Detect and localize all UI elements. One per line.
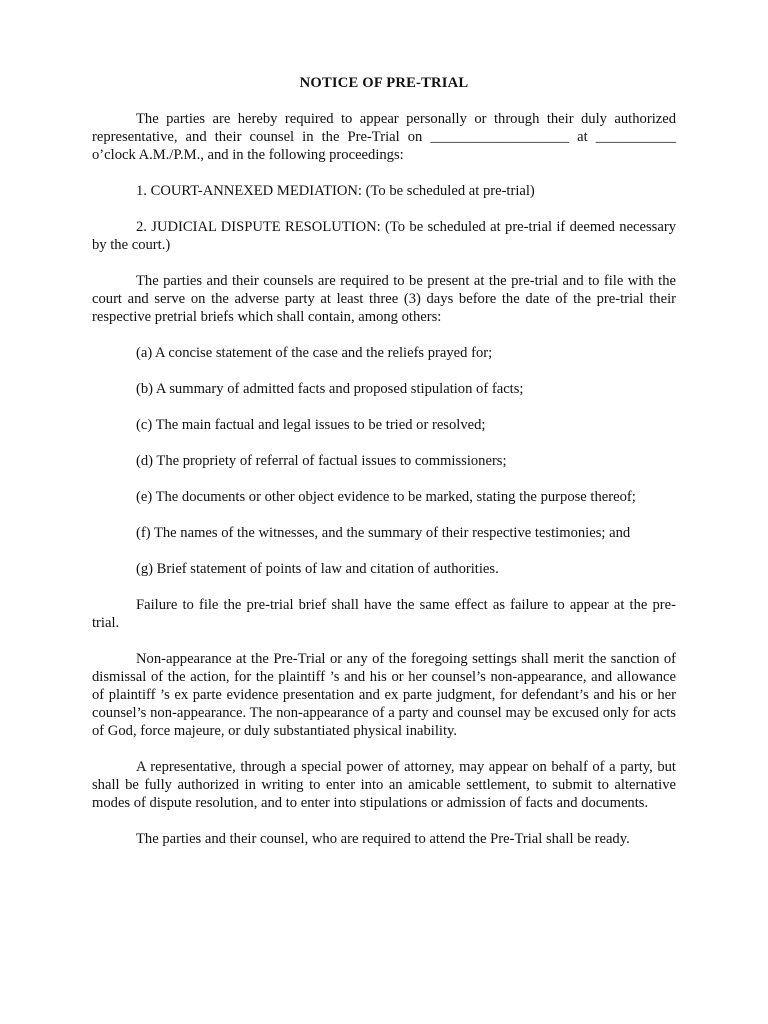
numbered-item-jdr: 2. JUDICIAL DISPUTE RESOLUTION: (To be scheduled at pre-trial if deemed necessary by the court.) <box>92 219 676 253</box>
brief-paragraph: The parties and their counsels are required to be present at the pre-trial and to file with the court and serve on the adverse party at least three (3) days before the date of the pre-trial their respective pretrial briefs which shall contain, among others: <box>92 273 676 325</box>
intro-text: The parties are hereby required to appear personally or through their duly authorized representative, and their counsel in the Pre-Trial on <box>92 111 676 145</box>
date-blank: ___________________ <box>430 129 570 145</box>
failure-paragraph: Failure to file the pre-trial brief shall have the same effect as failure to appear at the pre-trial. <box>92 597 676 631</box>
brief-item-a: (a) A concise statement of the case and the reliefs prayed for; <box>136 345 493 361</box>
numbered-item-mediation: 1. COURT-ANNEXED MEDIATION: (To be scheduled at pre-trial) <box>136 183 535 199</box>
brief-item-g: (g) Brief statement of points of law and citation of authorities. <box>136 561 499 577</box>
nonappearance-paragraph: Non-appearance at the Pre-Trial or any of the foregoing settings shall merit the sanction of dismissal of the action, for the plaintiff ’s and his or her counsel’s non-appearance, and allowance of plaintiff ’s ex parte evidence presentation and ex parte judgment, for defendant’s and his or her counsel’s non-appearance. The non-appearance of a party and counsel may be excused only for acts of God, force majeure, or duly substantiated physical inability. <box>92 651 676 739</box>
brief-item-c: (c) The main factual and legal issues to be tried or resolved; <box>136 417 486 433</box>
intro-at: at <box>569 129 596 145</box>
document-title: NOTICE OF PRE-TRIAL <box>299 75 469 91</box>
brief-item-d: (d) The propriety of referral of factual issues to commissioners; <box>136 453 507 469</box>
brief-item-e: (e) The documents or other object evidence to be marked, stating the purpose thereof; <box>136 489 636 505</box>
intro-paragraph <box>92 110 676 164</box>
closing-paragraph: The parties and their counsel, who are required to attend the Pre-Trial shall be ready. <box>136 831 630 847</box>
intro-text-end: o’clock A.M./P.M., and in the following proceedings: <box>92 147 404 163</box>
representative-paragraph: A representative, through a special power of attorney, may appear on behalf of a party, but shall be fully authorized in writing to enter into an amicable settlement, to submit to alternative modes of dispute resolution, and to enter into stipulations or admission of facts and documents. <box>92 759 676 811</box>
time-blank: ___________ <box>595 129 676 145</box>
brief-item-b: (b) A summary of admitted facts and proposed stipulation of facts; <box>136 381 524 397</box>
brief-item-f: (f) The names of the witnesses, and the summary of their respective testimonies; and <box>136 525 631 541</box>
